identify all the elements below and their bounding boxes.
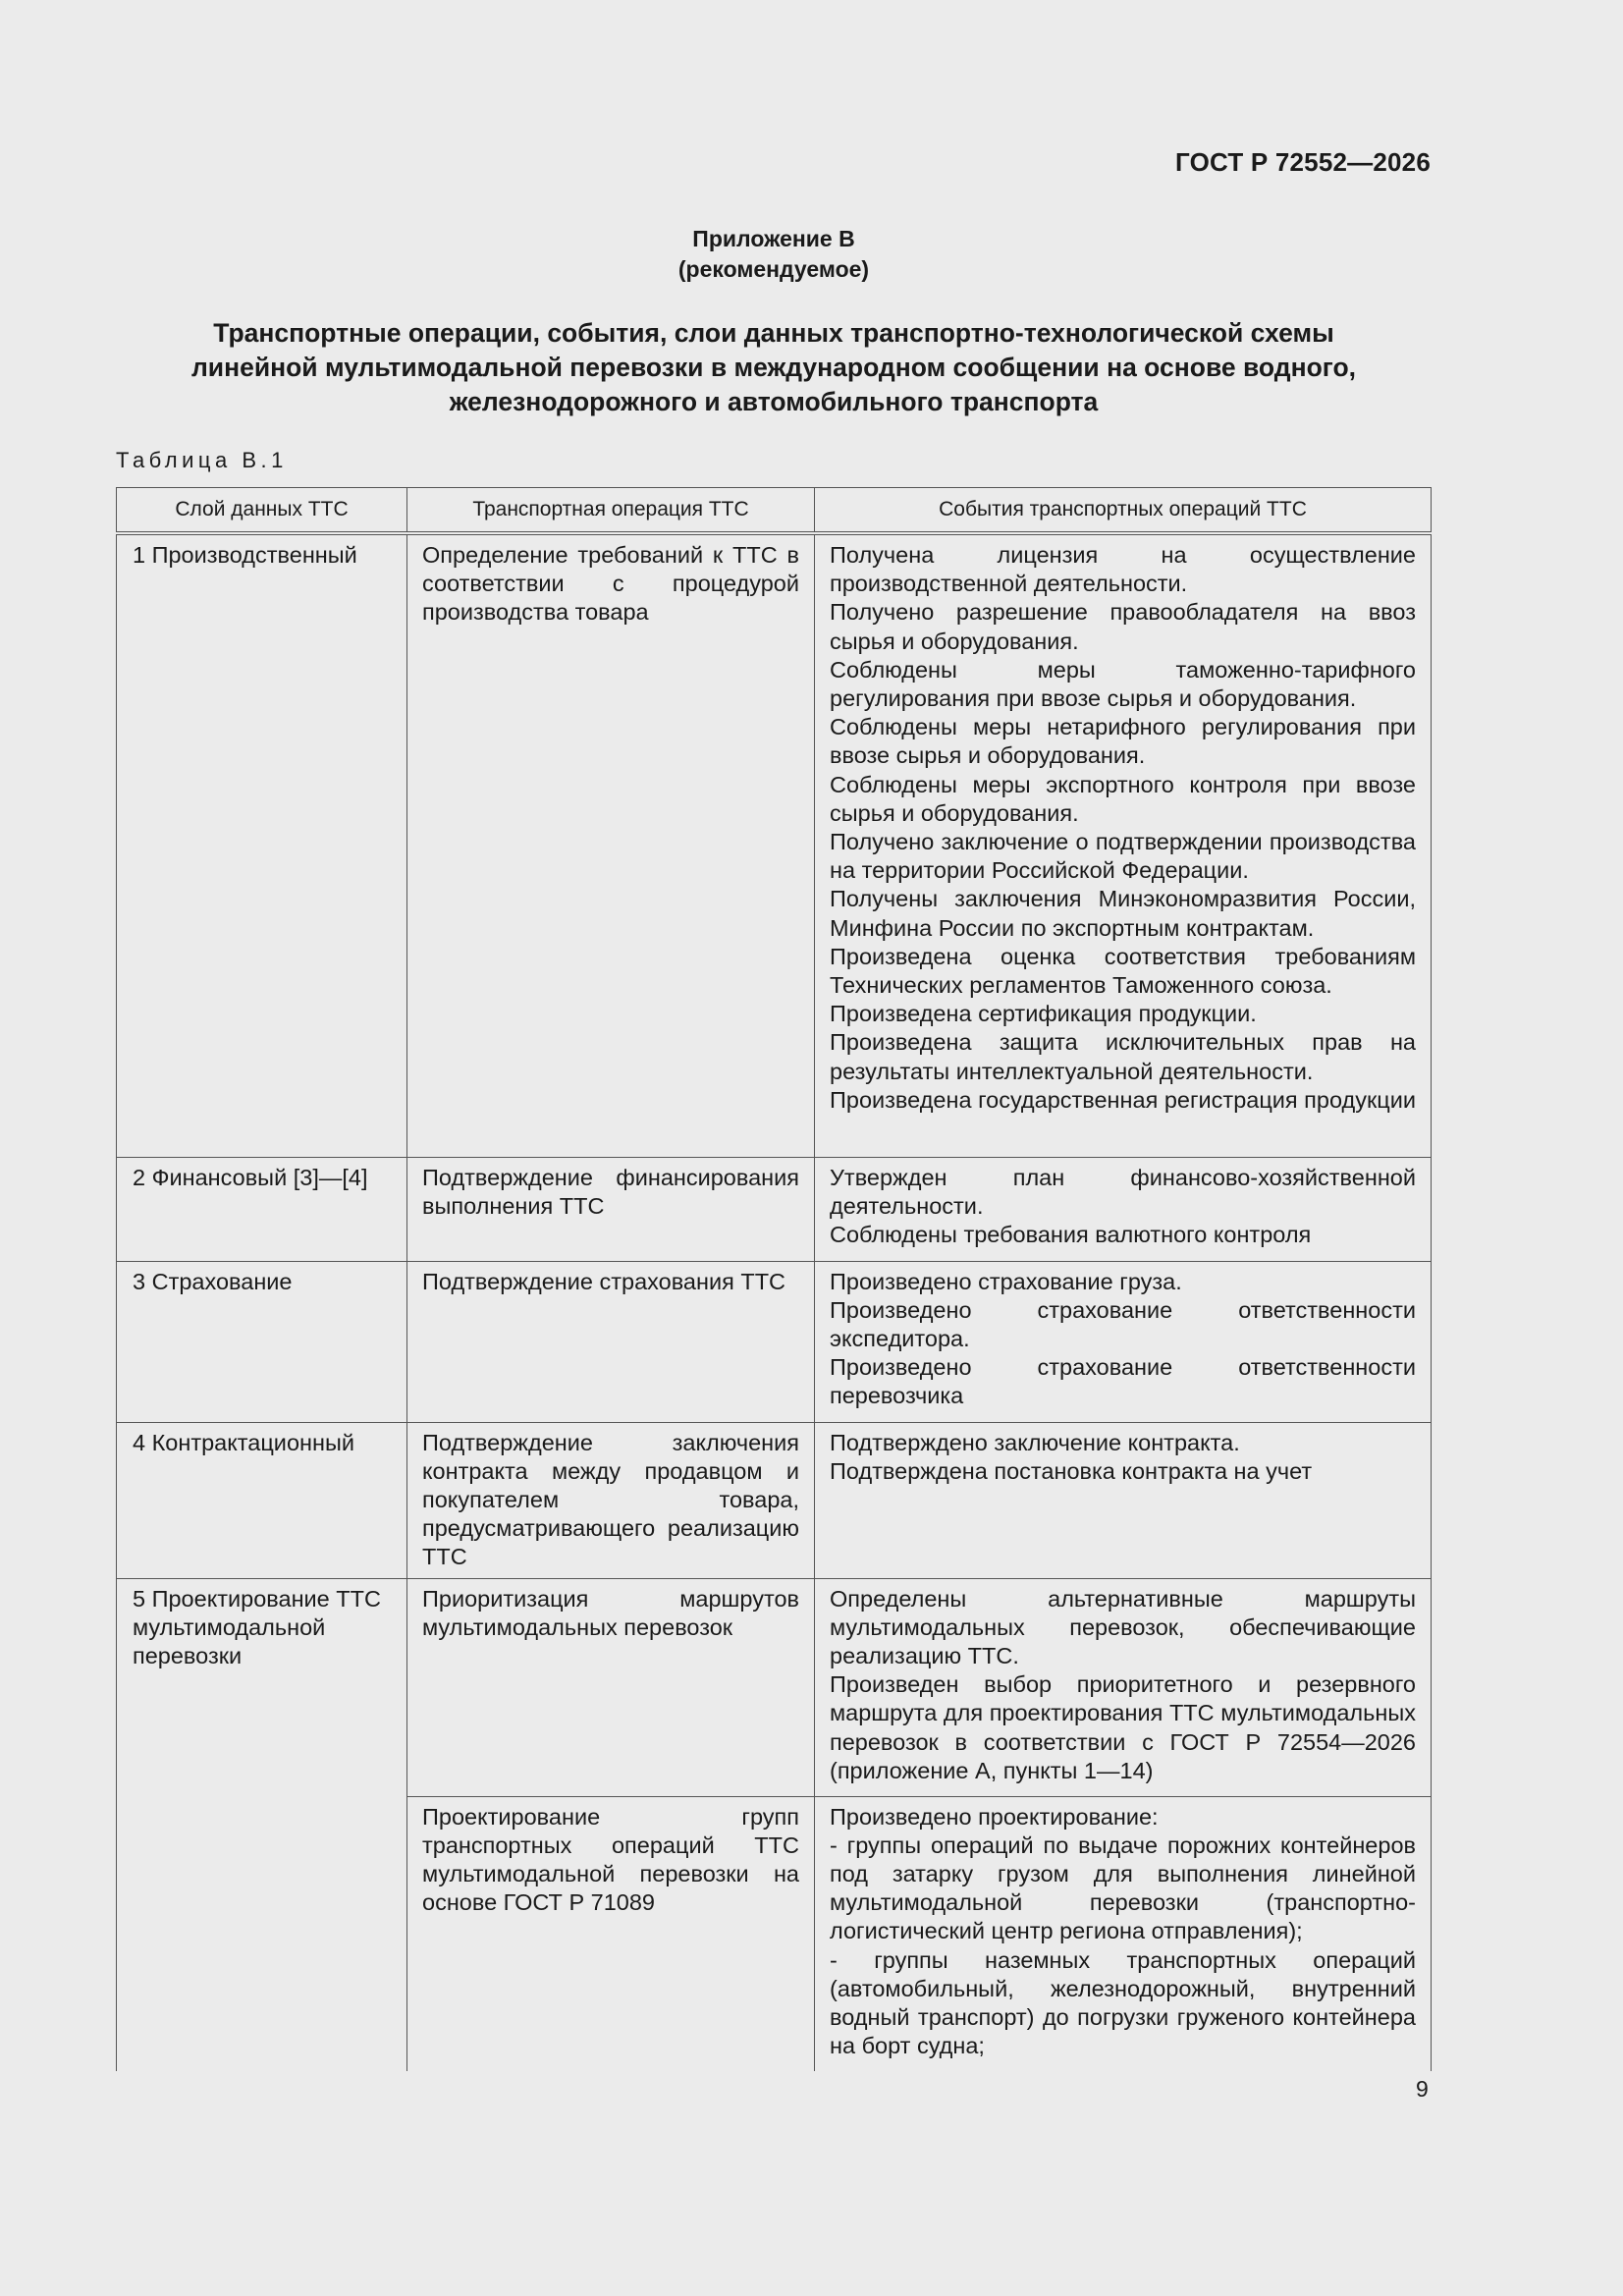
- layer-cell: 5 Проектирование ТТС мультимодальной перевозки: [117, 1578, 407, 2071]
- event-item: Получено заключение о подтверждении производства на территории Российской Федерации.: [830, 829, 1416, 884]
- event-item: Произведена защита исключительных прав на результаты интеллектуальной деятельности.: [830, 1029, 1416, 1084]
- layer-cell: 3 Страхование: [117, 1261, 407, 1422]
- event-item: - группы наземных транспортных операций (автомобильный, железнодорожный, внутренний водный транспорт) до погрузки груженого контейнера на борт судна;: [830, 1946, 1416, 2059]
- events-cell: [815, 1578, 1432, 1796]
- layer-cell: 4 Контрактационный: [117, 1422, 407, 1578]
- operation-cell: Приоритизация маршрутов мультимодальных перевозок: [407, 1578, 815, 1796]
- events-cell: [815, 1157, 1432, 1261]
- layer-cell: 1 Производственный: [117, 533, 407, 1157]
- event-item: Произведена государственная регистрация продукции: [830, 1086, 1416, 1113]
- column-header-operation: Транспортная операция ТТС: [407, 488, 815, 534]
- layer-cell: 2 Финансовый [3]—[4]: [117, 1157, 407, 1261]
- column-header-events: События транспортных операций ТТС: [815, 488, 1432, 534]
- operation-cell: Определение требований к ТТС в соответствии с процедурой производства товара: [407, 533, 815, 1157]
- operation-cell: Проектирование групп транспортных операций ТТС мультимодальной перевозки на основе ГОСТ Р 71089: [407, 1796, 815, 2071]
- operation-cell: Подтверждение финансирования выполнения ТТС: [407, 1157, 815, 1261]
- event-item: Произведено страхование ответственности перевозчика: [830, 1354, 1416, 1409]
- table-row: [117, 1261, 1432, 1422]
- event-item: Получены заключения Минэкономразвития России, Минфина России по экспортным контрактам.: [830, 886, 1416, 941]
- operation-cell: Подтверждение заключения контракта между продавцом и покупателем товара, предусматривающего реализацию ТТС: [407, 1422, 815, 1578]
- event-item: Произведено проектирование:: [830, 1803, 1159, 1830]
- table-row: [117, 1157, 1432, 1261]
- page-number: 9: [1416, 2076, 1429, 2102]
- event-item: - группы операций по выдаче порожних контейнеров под затарку грузом для выполнения линейной мультимодальной перевозки (транспортно-логистический центр региона отправления);: [830, 1831, 1416, 1944]
- event-item: Соблюдены меры экспортного контроля при ввозе сырья и оборудования.: [830, 771, 1416, 826]
- event-item: Произведено страхование ответственности экспедитора.: [830, 1296, 1416, 1351]
- event-item: Соблюдены требования валютного контроля: [830, 1221, 1312, 1247]
- appendix-status: (рекомендуемое): [677, 256, 870, 282]
- table-row: [117, 1422, 1432, 1578]
- event-item: Подтверждено заключение контракта.: [830, 1429, 1240, 1455]
- event-item: Соблюдены меры таможенно-тарифного регулирования при ввозе сырья и оборудования.: [830, 656, 1416, 712]
- operation-cell: Подтверждение страхования ТТС: [407, 1261, 815, 1422]
- table-caption: Таблица В.1: [116, 448, 288, 472]
- event-item: Подтверждена постановка контракта на учет: [830, 1457, 1313, 1484]
- event-item: Соблюдены меры нетарифного регулирования при ввозе сырья и оборудования.: [830, 714, 1416, 769]
- event-item: Произведена сертификация продукции.: [830, 1001, 1257, 1027]
- event-item: Получена лицензия на осуществление производственной деятельности.: [830, 542, 1416, 597]
- standard-code: ГОСТ Р 72552—2026: [1175, 147, 1431, 177]
- events-cell: [815, 533, 1432, 1157]
- event-item: Произведено страхование груза.: [830, 1268, 1182, 1294]
- table-row: [117, 533, 1432, 1157]
- events-cell: [815, 1796, 1432, 2071]
- events-cell: [815, 1422, 1432, 1578]
- table-header-row: [117, 488, 1432, 534]
- event-item: Утвержден план финансово-хозяйственной деятельности.: [830, 1164, 1416, 1219]
- appendix-label: Приложение В: [692, 226, 855, 251]
- table-row: [117, 1578, 1432, 1796]
- event-item: Произведена оценка соответствия требованиям Технических регламентов Таможенного союза.: [830, 943, 1416, 999]
- document-title: Транспортные операции, события, слои данных транспортно-технологической схемы линейной мультимодальной перевозки в международном сообщении на основе водного, железнодорожного и автомобильного транспорта: [190, 318, 1357, 416]
- event-item: Определены альтернативные маршруты мультимодальных перевозок, обеспечивающие реализацию ТТС.: [830, 1585, 1416, 1668]
- event-item: Произведен выбор приоритетного и резервного маршрута для проектирования ТТС мультимодальных перевозок в соответствии с ГОСТ Р 72554—2026 (приложение А, пункты 1—14): [830, 1671, 1416, 1783]
- appendix-heading: [0, 224, 1547, 285]
- events-cell: [815, 1261, 1432, 1422]
- event-item: Получено разрешение правообладателя на ввоз сырья и оборудования.: [830, 599, 1416, 654]
- data-table: [116, 487, 1432, 2071]
- column-header-layer: Слой данных ТТС: [117, 488, 407, 534]
